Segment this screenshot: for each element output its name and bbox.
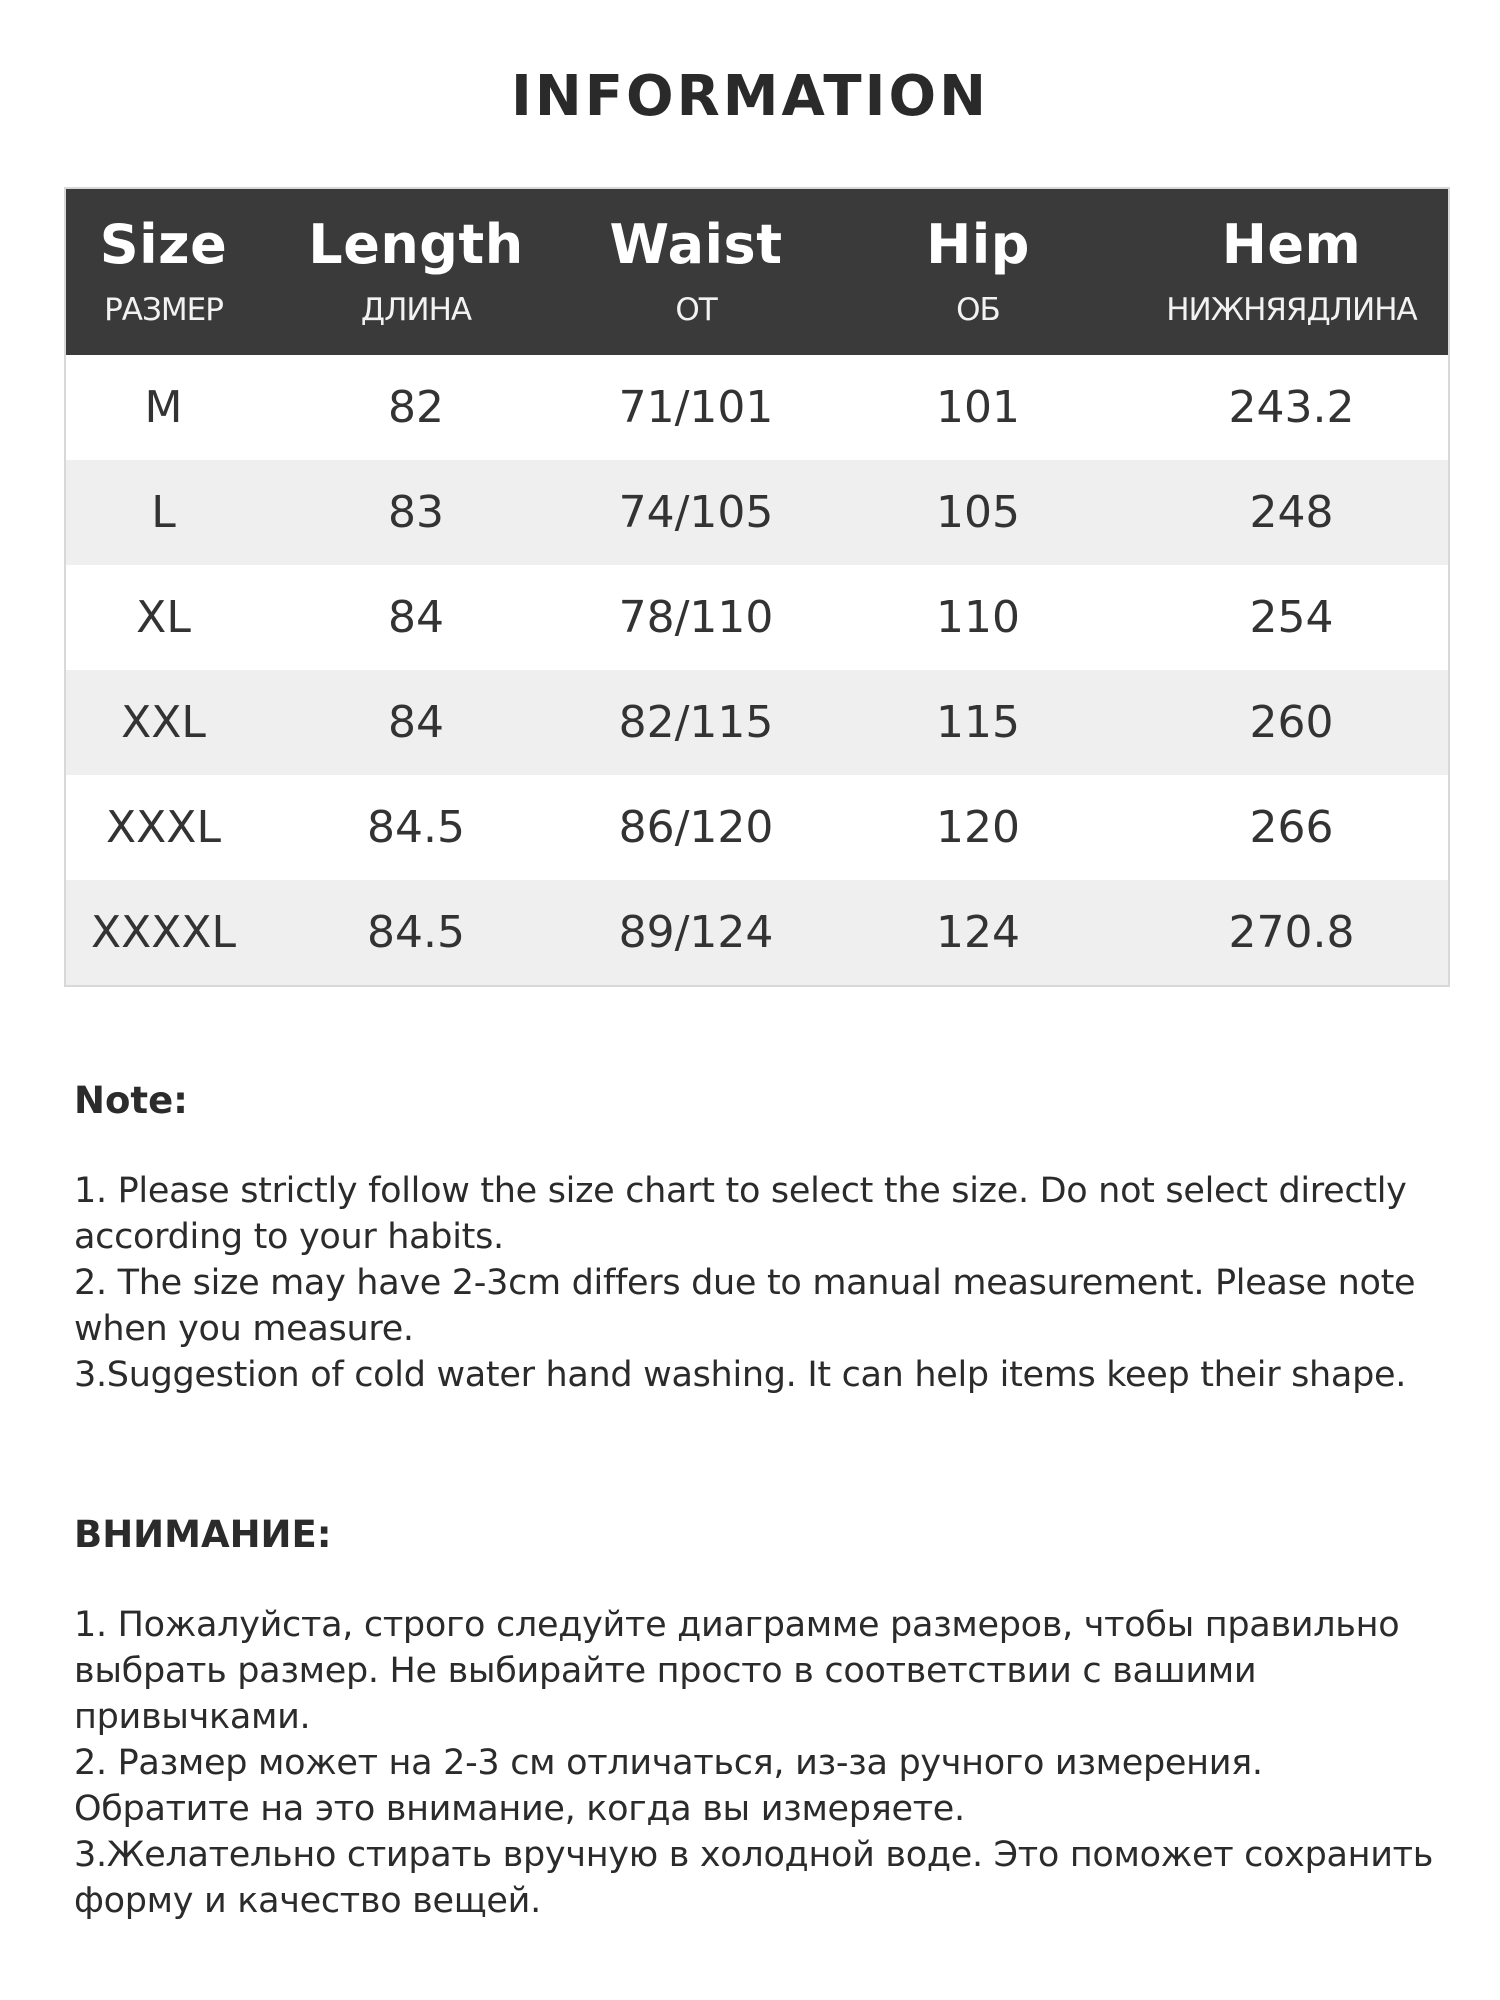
header-length-label: Length	[308, 213, 524, 276]
header-row	[65, 188, 1449, 355]
cell-hem: 248	[1135, 460, 1449, 565]
header-length-label-ru: ДЛИНА	[360, 292, 472, 328]
cell-size: XXXXL	[65, 880, 261, 986]
header-waist	[571, 188, 821, 355]
note-item: 2. The size may have 2-3cm differs due to manual measurement. Please note when you measure.	[74, 1263, 1416, 1349]
note-heading-ru: ВНИМАНИЕ:	[74, 1513, 332, 1556]
table-header	[65, 188, 1449, 355]
header-hip-label-ru: ОБ	[956, 292, 1000, 328]
cell-hip: 101	[821, 355, 1135, 460]
cell-length: 84.5	[261, 775, 571, 880]
cell-length: 84	[261, 670, 571, 775]
table-row	[65, 355, 1449, 460]
note-heading: Note:	[74, 1079, 188, 1122]
page-title: INFORMATION	[511, 64, 989, 129]
cell-hip: 110	[821, 565, 1135, 670]
header-size	[65, 188, 261, 355]
header-hem-label-ru: НИЖНЯЯДЛИНА	[1166, 292, 1417, 328]
cell-length: 83	[261, 460, 571, 565]
cell-waist: 89/124	[571, 880, 821, 986]
cell-hip: 115	[821, 670, 1135, 775]
cell-hip: 105	[821, 460, 1135, 565]
table-row	[65, 775, 1449, 880]
table-body	[65, 355, 1449, 986]
header-size-label-ru: РАЗМЕР	[104, 292, 223, 328]
cell-hem: 270.8	[1135, 880, 1449, 986]
cell-hip: 120	[821, 775, 1135, 880]
cell-hip: 124	[821, 880, 1135, 986]
cell-size: XXXL	[65, 775, 261, 880]
note-item-ru: 1. Пожалуйста, строго следуйте диаграмме размеров, чтобы правильно выбрать размер. Не выбирайте просто в соответствии с вашими привычками.	[74, 1605, 1400, 1737]
cell-length: 84.5	[261, 880, 571, 986]
table-row	[65, 880, 1449, 986]
cell-hem: 243.2	[1135, 355, 1449, 460]
header-hip-label: Hip	[926, 213, 1030, 276]
note-item: 1. Please strictly follow the size chart to select the size. Do not select directly according to your habits.	[74, 1171, 1407, 1257]
table-row	[65, 565, 1449, 670]
cell-waist: 74/105	[571, 460, 821, 565]
header-length	[261, 188, 571, 355]
note-section-en	[74, 1078, 1434, 1398]
cell-waist: 82/115	[571, 670, 821, 775]
cell-size: XL	[65, 565, 261, 670]
cell-hem: 260	[1135, 670, 1449, 775]
header-waist-label: Waist	[609, 213, 783, 276]
cell-size: XXL	[65, 670, 261, 775]
note-section-ru	[74, 1512, 1434, 1924]
table-row	[65, 460, 1449, 565]
header-waist-label-ru: ОТ	[675, 292, 717, 328]
header-hip	[821, 188, 1135, 355]
cell-waist: 71/101	[571, 355, 821, 460]
table-row	[65, 670, 1449, 775]
size-chart-table	[64, 187, 1450, 987]
cell-waist: 78/110	[571, 565, 821, 670]
cell-hem: 266	[1135, 775, 1449, 880]
cell-length: 82	[261, 355, 571, 460]
cell-length: 84	[261, 565, 571, 670]
note-item: 3.Suggestion of cold water hand washing. It can help items keep their shape.	[74, 1355, 1407, 1395]
cell-size: L	[65, 460, 261, 565]
header-hem-label: Hem	[1221, 213, 1362, 276]
cell-waist: 86/120	[571, 775, 821, 880]
note-item-ru: 3.Желательно стирать вручную в холодной воде. Это поможет сохранить форму и качество вещей.	[74, 1835, 1434, 1921]
cell-size: M	[65, 355, 261, 460]
note-item-ru: 2. Размер может на 2-3 см отличаться, из-за ручного измерения. Обратите на это внимание, когда вы измеряете.	[74, 1743, 1263, 1829]
header-size-label: Size	[99, 213, 228, 276]
header-hem	[1135, 188, 1449, 355]
cell-hem: 254	[1135, 565, 1449, 670]
